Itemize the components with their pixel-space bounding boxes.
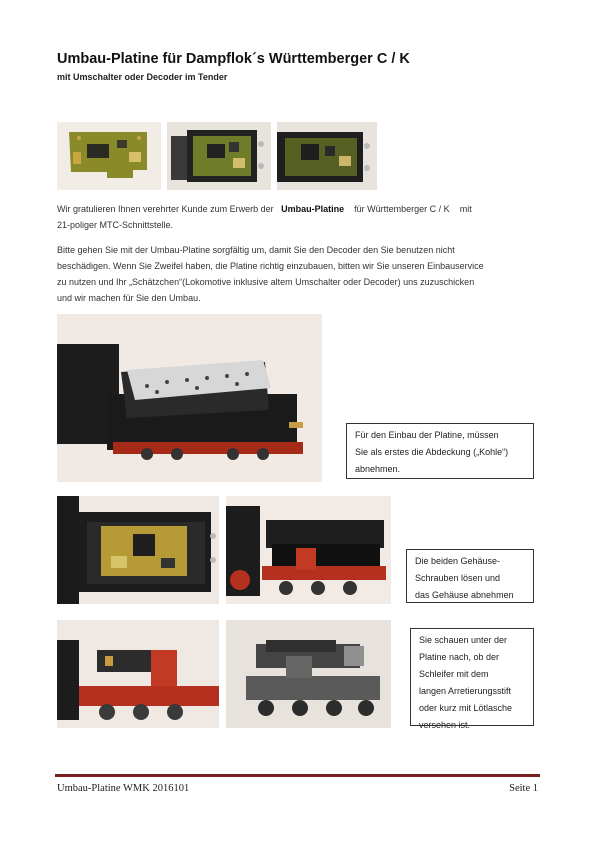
intro-line-1: Wir gratulieren Ihnen verehrter Kunde zum Erwerb der Umbau-Platine für Württemberger C / K mit (57, 204, 472, 214)
product-name: Umbau-Platine (281, 204, 345, 214)
callout-step-1: Für den Einbau der Platine, müssen Sie als erstes die Abdeckung („Kohle“) abnehmen. (346, 423, 534, 479)
tender-photo (57, 314, 322, 482)
care-line-1: Bitte gehen Sie mit der Umbau-Platine sorgfältig um, damit Sie den Decoder den Sie benutzen nicht (57, 245, 455, 255)
tender-open-photo (57, 496, 219, 604)
chassis-red-photo (57, 620, 219, 728)
pcb-photo-3 (277, 122, 377, 190)
chassis-grey-photo (226, 620, 391, 728)
intro-line-2: 21-poliger MTC-Schnittstelle. (57, 220, 174, 230)
callout-step-2: Die beiden Gehäuse- Schrauben lösen und das Gehäuse abnehmen (406, 549, 534, 603)
footer-divider (55, 774, 540, 777)
footer-document-id: Umbau-Platine WMK 2016101 (57, 783, 190, 794)
care-line-2: beschädigen. Wenn Sie Zweifel haben, die Platine richtig einzubauen, bitten wir Sie unseren Einbauservice (57, 261, 484, 271)
care-line-4: und wir machen für Sie den Umbau. (57, 293, 201, 303)
page-title: Umbau-Platine für Dampflok´s Württemberger C / K (57, 51, 410, 67)
page-subtitle: mit Umschalter oder Decoder im Tender (57, 72, 228, 82)
housing-photo (226, 496, 391, 604)
pcb-photo-1 (57, 122, 161, 190)
callout-step-3: Sie schauen unter der Platine nach, ob der Schleifer mit dem langen Arretierungsstift oder kurz mit Lötlasche versehen ist. (410, 628, 534, 726)
page-number: Seite 1 (509, 783, 538, 794)
pcb-photo-2 (167, 122, 271, 190)
care-line-3: zu nutzen und Ihr „Schätzchen“(Lokomotive inklusive altem Umschalter oder Decoder) uns zuzuschicken (57, 277, 475, 287)
